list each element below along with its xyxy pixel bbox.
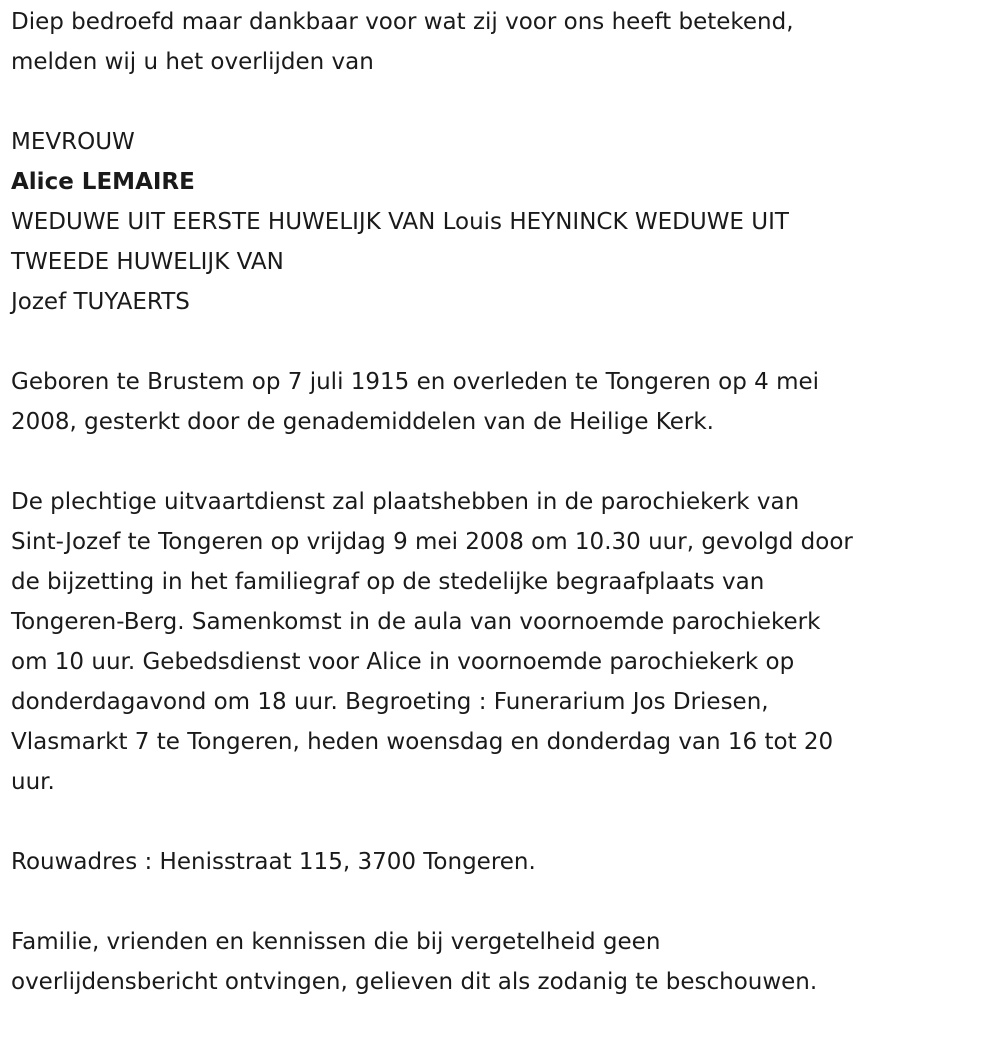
relation-line: TWEEDE HUWELIJK VAN (11, 249, 284, 275)
spacer (11, 882, 991, 922)
deceased-name: Alice LEMAIRE (11, 169, 195, 195)
relation-paragraph (11, 202, 991, 282)
intro-line: melden wij u het overlijden van (11, 49, 374, 75)
intro-paragraph (11, 2, 991, 82)
closing-line: overlijdensbericht ontvingen, gelieven dit als zodanig te beschouwen. (11, 969, 818, 995)
mourning-address: Rouwadres : Henisstraat 115, 3700 Tongeren. (11, 849, 536, 875)
funeral-line: uur. (11, 769, 55, 795)
funeral-line: Vlasmarkt 7 te Tongeren, heden woensdag en donderdag van 16 tot 20 (11, 729, 834, 755)
spacer (11, 82, 991, 122)
funeral-paragraph (11, 482, 991, 802)
spacer (11, 442, 991, 482)
birth-death-line: 2008, gesterkt door de genademiddelen van de Heilige Kerk. (11, 409, 714, 435)
spacer (11, 802, 991, 842)
relation-line: WEDUWE UIT EERSTE HUWELIJK VAN Louis HEYNINCK WEDUWE UIT (11, 209, 789, 235)
funeral-line: Sint-Jozef te Tongeren op vrijdag 9 mei 2008 om 10.30 uur, gevolgd door (11, 529, 853, 555)
funeral-line: De plechtige uitvaartdienst zal plaatshebben in de parochiekerk van (11, 489, 800, 515)
birth-death-line: Geboren te Brustem op 7 juli 1915 en overleden te Tongeren op 4 mei (11, 369, 820, 395)
funeral-line: om 10 uur. Gebedsdienst voor Alice in voornoemde parochiekerk op (11, 649, 795, 675)
salutation: MEVROUW (11, 129, 135, 155)
closing-line: Familie, vrienden en kennissen die bij vergetelheid geen (11, 929, 661, 955)
intro-line: Diep bedroefd maar dankbaar voor wat zij voor ons heeft betekend, (11, 9, 794, 35)
closing-paragraph (11, 922, 991, 1002)
spacer (11, 322, 991, 362)
funeral-line: Tongeren-Berg. Samenkomst in de aula van voornoemde parochiekerk (11, 609, 821, 635)
birth-death-paragraph (11, 362, 991, 442)
funeral-line: de bijzetting in het familiegraf op de stedelijke begraafplaats van (11, 569, 765, 595)
spouse-name: Jozef TUYAERTS (11, 289, 190, 315)
funeral-line: donderdagavond om 18 uur. Begroeting : Funerarium Jos Driesen, (11, 689, 769, 715)
death-notice (11, 2, 991, 1002)
